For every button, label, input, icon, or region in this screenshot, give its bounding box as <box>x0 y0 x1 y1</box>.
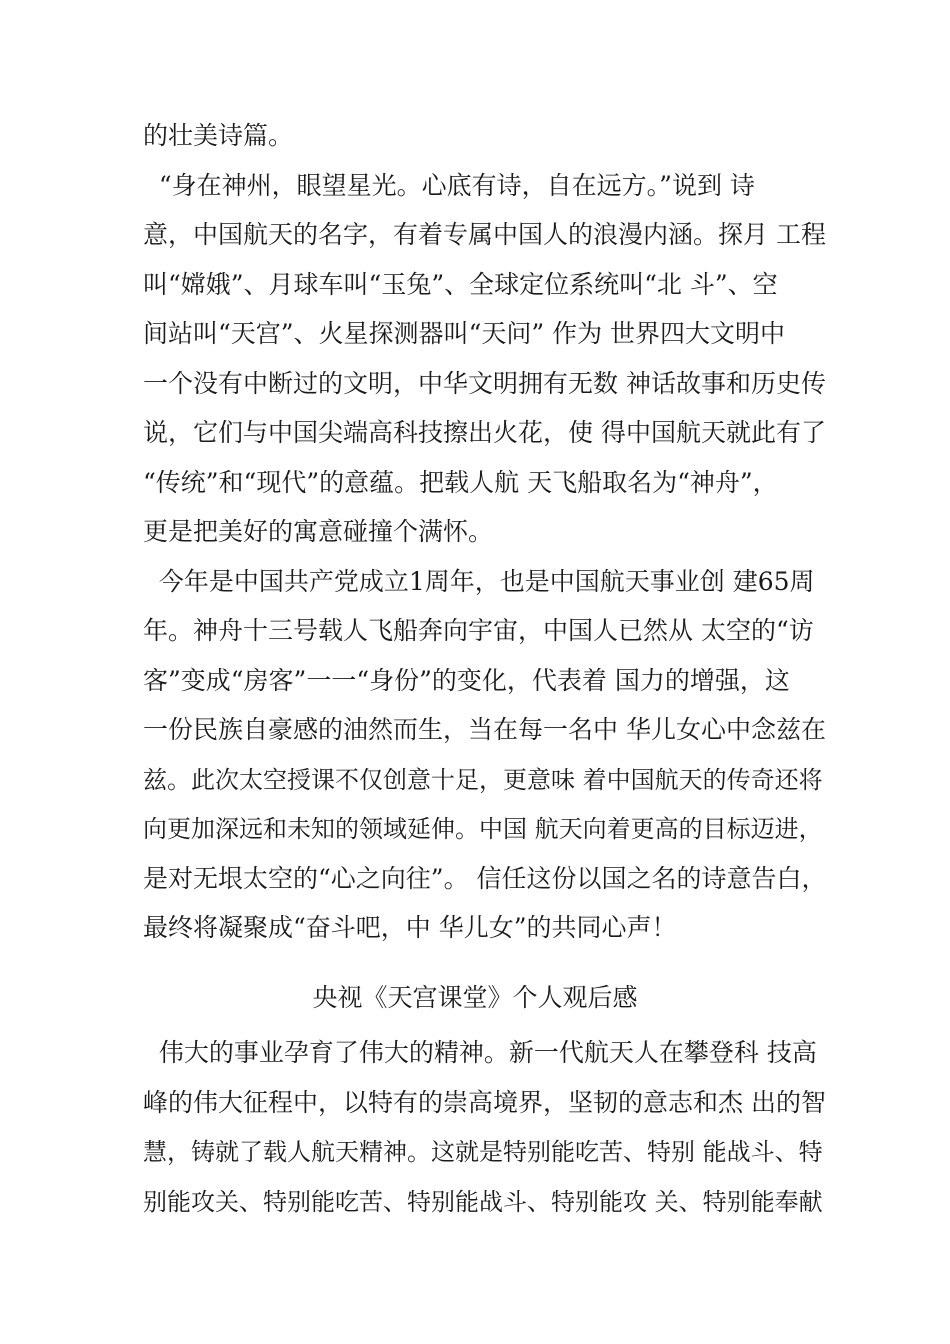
section-title: 央视《天宫课堂》个人观后感 <box>312 983 638 1012</box>
text-line: “传统”和“现代”的意蕴。把载人航 天飞船取名为“神舟”， <box>143 468 778 497</box>
text-line: 的壮美诗篇。 <box>143 121 294 150</box>
text-line: 向更加深远和未知的领域延伸。中国 航天向着更高的目标迈进， <box>143 815 823 843</box>
text-line: 说，它们与中国尖端高科技擦出火花，使 得中国航天就此有了 <box>143 418 826 447</box>
text-line: 客”变成“房客”一一“身份”的变化，代表着 国力的增强，这 <box>143 666 790 695</box>
text-line: 是对无垠太空的“心之向往”。 信任这份以国之名的诗意告白， <box>143 864 827 893</box>
text-line: “身在神州，眼望星光。心底有诗，自在远方。”说到 诗 <box>143 171 755 200</box>
text-line: 慧，铸就了载人航天精神。这就是特别能吃苦、特别 能战斗、特 <box>143 1138 823 1166</box>
text-line: 叫“嫦娥”、月球车叫“玉兔”、全球定位系统叫“北 斗”、空 <box>143 270 778 299</box>
text-line: 别能攻关、特别能吃苦、特别能战斗、特别能攻 关、特别能奉献 <box>143 1188 823 1216</box>
text-line: 伟大的事业孕育了伟大的精神。新一代航天人在攀登科 技高 <box>143 1038 817 1067</box>
text-line: 最终将凝聚成“奋斗吧，中 华儿女”的共同心声！ <box>143 913 677 942</box>
text-line: 一个没有中断过的文明，中华文明拥有无数 神话故事和历史传 <box>143 369 826 398</box>
text-line: 年。神舟十三号载人飞船奔向宇宙，中国人已然从 太空的“访 <box>143 616 814 645</box>
text-line: 间站叫“天宫”、火星探测器叫“天问” 作为 世界四大文明中 <box>143 319 786 348</box>
text-line: 今年是中国共产党成立1周年，也是中国航天事业创 建65周 <box>143 567 815 596</box>
text-line: 意，中国航天的名字，有着专属中国人的浪漫内涵。探月 工程 <box>143 220 826 249</box>
text-line: 峰的伟大征程中，以特有的崇高境界，坚韧的意志和杰 出的智 <box>143 1088 826 1117</box>
text-line: 兹。此次太空授课不仅创意十足，更意味 着中国航天的传奇还将 <box>143 766 823 794</box>
text-line: 更是把美好的寓意碰撞个满怀。 <box>143 517 494 546</box>
text-line: 一份民族自豪感的油然而生，当在每一名中 华儿女心中念兹在 <box>143 715 826 744</box>
